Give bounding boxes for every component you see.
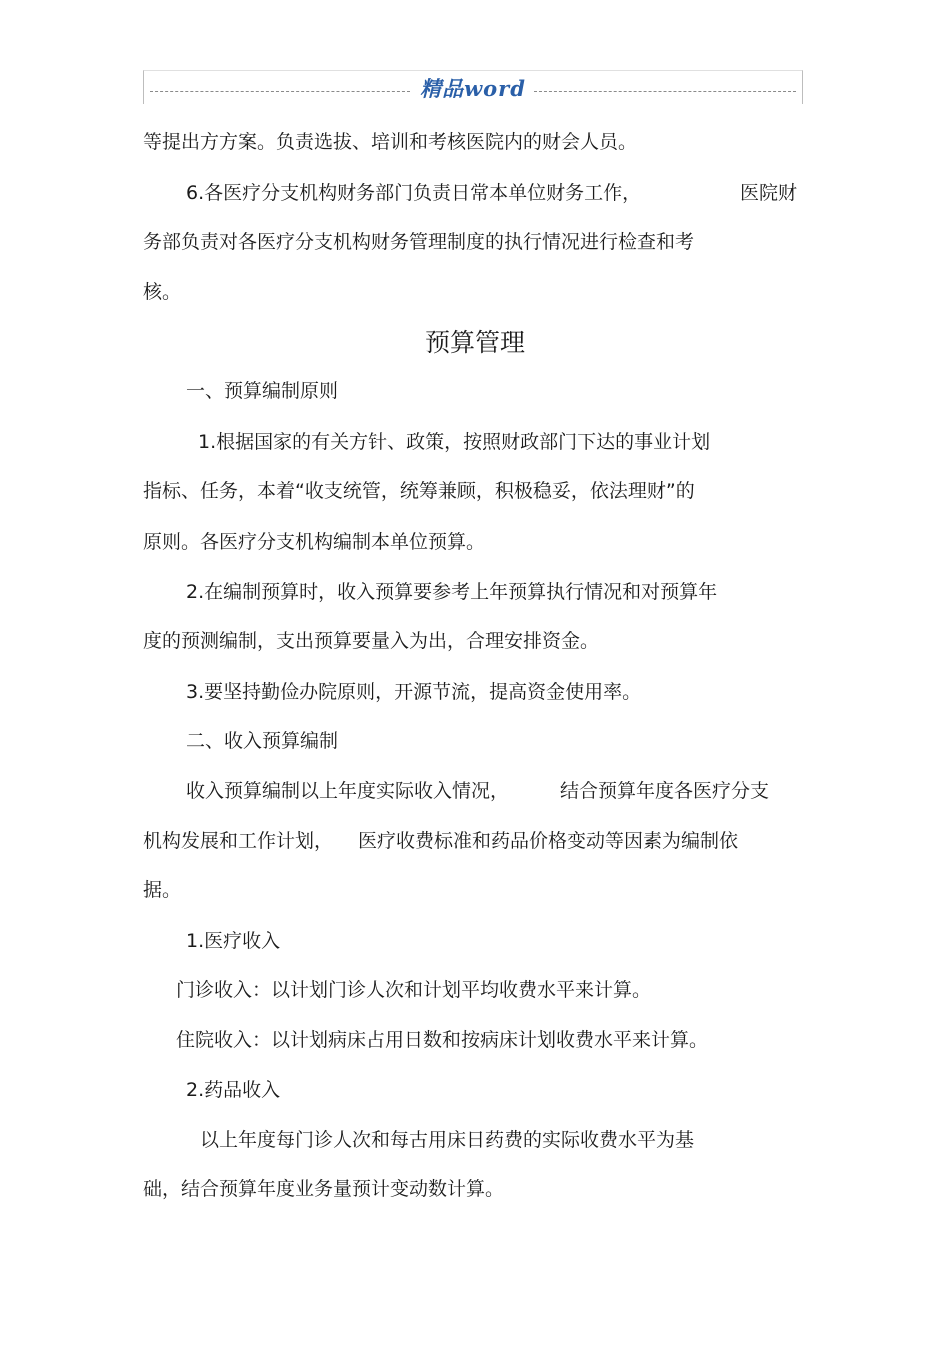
text-line: 收入预算编制以上年度实际收入情况， xyxy=(186,780,510,802)
text-line: 3.要坚持勤俭办院原则，开源节流，提高资金使用率。 xyxy=(186,681,642,703)
section-heading: 二、收入预算编制 xyxy=(186,730,339,752)
text-line: 务部负责对各医疗分支机构财务管理制度的执行情况进行检查和考 xyxy=(143,231,695,253)
text-line: 6.各医疗分支机构财务部门负责日常本单位财务工作， xyxy=(186,182,642,204)
text-line: 核。 xyxy=(143,281,182,303)
text-line: 住院收入：以计划病床占用日数和按病床计划收费水平来计算。 xyxy=(176,1029,709,1051)
text-line: 原则。各医疗分支机构编制本单位预算。 xyxy=(143,531,486,553)
text-line: 础，结合预算年度业务量预计变动数计算。 xyxy=(143,1178,505,1200)
subsection-heading: 2.药品收入 xyxy=(186,1079,281,1101)
text-line: 据。 xyxy=(143,879,182,901)
text-line: 2.在编制预算时，收入预算要参考上年预算执行情况和对预算年 xyxy=(186,581,718,603)
page-header xyxy=(143,70,803,104)
header-rule-left xyxy=(150,91,410,92)
header-logo: 精品word xyxy=(420,76,526,101)
section-heading: 一、预算编制原则 xyxy=(186,380,339,402)
text-line: 以上年度每门诊人次和每古用床日药费的实际收费水平为基 xyxy=(200,1129,695,1151)
text-line: 医疗收费标准和药品价格变动等因素为编制依 xyxy=(358,830,739,852)
text-line: 1.根据国家的有关方针、政策，按照财政部门下达的事业计划 xyxy=(198,431,711,453)
header-rule-right xyxy=(534,91,796,92)
text-line: 度的预测编制，支出预算要量入为出，合理安排资金。 xyxy=(143,630,600,652)
text-line: 指标、任务，本着“收支统管，统筹兼顾，积极稳妥，依法理财”的 xyxy=(143,480,695,502)
text-line: 机构发展和工作计划， xyxy=(143,830,334,852)
text-line: 医院财 xyxy=(740,182,798,204)
text-line: 门诊收入：以计划门诊人次和计划平均收费水平来计算。 xyxy=(176,979,652,1001)
subsection-heading: 1.医疗收入 xyxy=(186,930,281,952)
text-line: 结合预算年度各医疗分支 xyxy=(560,780,770,802)
section-title: 预算管理 xyxy=(424,328,525,357)
text-line: 等提出方方案。负责选拔、培训和考核医院内的财会人员。 xyxy=(143,131,638,153)
